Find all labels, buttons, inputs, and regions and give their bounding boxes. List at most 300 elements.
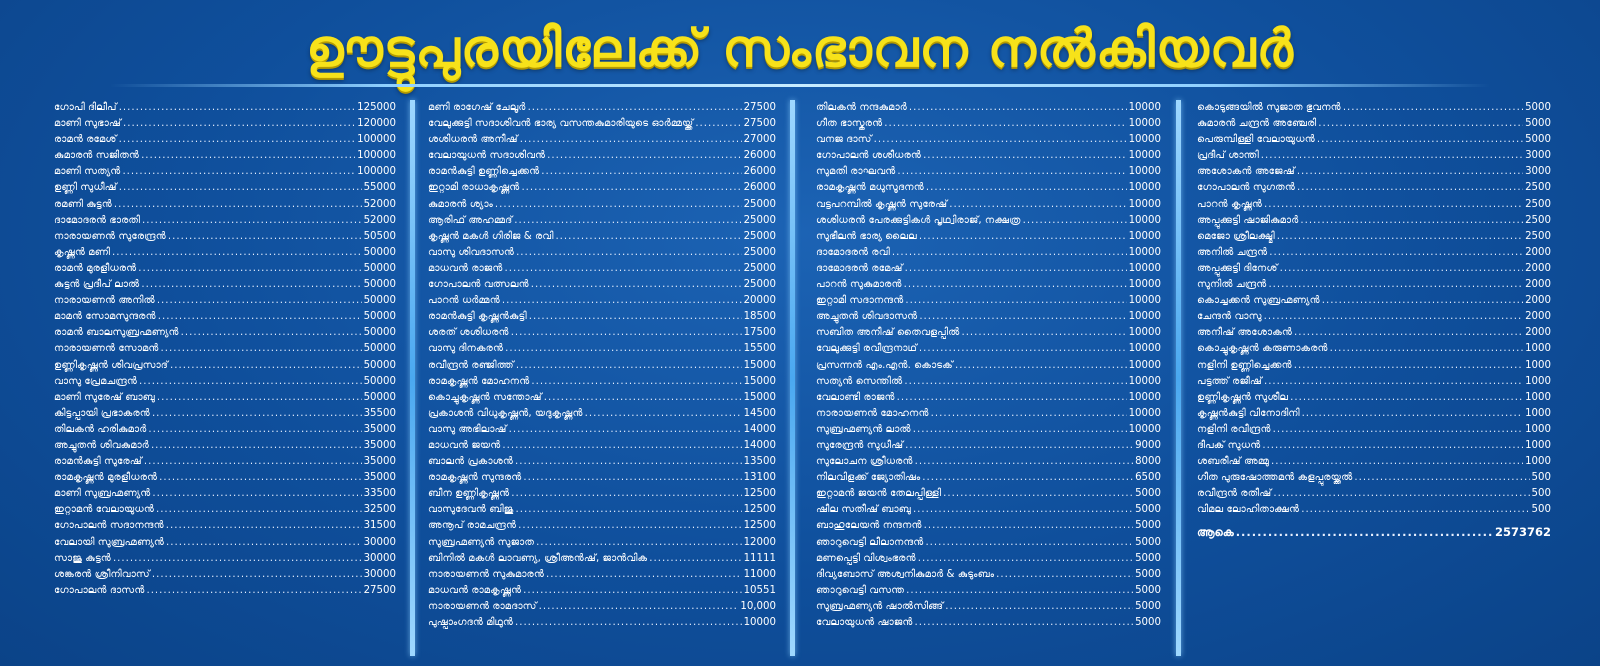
donor-row: [816, 148, 1161, 164]
donation-amount: 2000: [1525, 327, 1551, 339]
donation-amount: 10000: [1128, 134, 1161, 146]
donor-name: വേലായി സുബ്രഹ്മണ്യൻ: [54, 536, 165, 548]
donor-row: [54, 502, 396, 518]
leader-dots: [166, 535, 362, 551]
donation-amount: 26000: [743, 182, 776, 194]
column-separator: [790, 100, 795, 656]
leader-dots: [529, 309, 742, 325]
column-separator: [410, 100, 415, 656]
donor-name: നാരായണൻ അനിൽ: [54, 295, 155, 307]
donation-amount: 10000: [1128, 262, 1161, 274]
donor-name: വേലുക്കുട്ടി രവീന്ദ്രനാഥ്: [816, 343, 917, 355]
donor-name: പാറൻ കൃഷ്ണൻ: [1197, 198, 1262, 210]
donor-name: നാരായണൻ സുകുമാരൻ: [428, 568, 544, 580]
donor-row: [1197, 486, 1551, 502]
donation-amount: 1000: [1525, 439, 1551, 451]
donor-row: [816, 374, 1161, 390]
donor-name: ദാമോദരൻ രമേഷ്: [816, 262, 903, 274]
donation-amount: 30000: [363, 568, 396, 580]
donor-row: [816, 486, 1161, 502]
donor-name: വേലായുധൻ സദാശിവൻ: [428, 150, 546, 162]
donor-row: [428, 518, 776, 534]
donation-amount: 500: [1531, 488, 1551, 500]
donor-name: കൃഷ്ണൻകുട്ടി വിനോദിനി: [1197, 407, 1300, 419]
donor-name: രാമകൃഷ്ണൻ മോഹനൻ: [428, 375, 530, 387]
donor-row: [428, 599, 776, 615]
donation-amount: 12000: [743, 536, 776, 548]
donor-row: [54, 535, 396, 551]
leader-dots: [516, 502, 742, 518]
donation-amount: 10000: [1128, 182, 1161, 194]
donor-row: [816, 518, 1161, 534]
donation-amount: 25000: [743, 246, 776, 258]
donor-name: അശോകൻ അജേഷ്: [1197, 166, 1295, 178]
leader-dots: [1269, 245, 1523, 261]
donor-name: മണി രാഗേഷ് ചേലൂർ: [428, 102, 526, 113]
donation-amount: 50000: [363, 279, 396, 291]
donation-amount: 27500: [743, 118, 776, 130]
donor-name: അപ്പുക്കുട്ടി ഷാജികുമാർ: [1197, 214, 1299, 226]
donation-amount: 120000: [357, 118, 396, 130]
donor-row: [816, 261, 1161, 277]
donor-row: [1197, 293, 1551, 309]
donation-amount: 50000: [363, 375, 396, 387]
donation-amount: 50000: [363, 391, 396, 403]
donor-name: അനിൽ ചന്ദ്രൻ: [1197, 246, 1268, 258]
leader-dots: [516, 358, 742, 374]
donation-amount: 32500: [363, 504, 396, 516]
donor-name: മാധവൻ ജയൻ: [428, 439, 501, 451]
donor-row: [428, 406, 776, 422]
leader-dots: [138, 261, 361, 277]
donor-row: [1197, 502, 1551, 518]
donation-amount: 10000: [1128, 343, 1161, 355]
donation-amount: 14500: [743, 407, 776, 419]
donor-row: [1197, 309, 1551, 325]
donation-amount: 30000: [363, 536, 396, 548]
donor-row: [816, 358, 1161, 374]
donor-name: ഇറ്റാമി രാധാകൃഷ്ണൻ: [428, 182, 520, 194]
donor-name: മാണി സത്യൻ: [54, 166, 121, 178]
donor-row: [1197, 116, 1551, 132]
donor-name: കൃഷ്ണൻ മകൾ ഗിരിജ & രവി: [428, 230, 554, 242]
donor-row: [816, 164, 1161, 180]
donation-amount: 30000: [363, 552, 396, 564]
donation-amount: 2500: [1525, 214, 1551, 226]
donor-row: [54, 261, 396, 277]
donor-name: സബിത അനീഷ് തൈവളപ്പിൽ: [816, 327, 960, 339]
leader-dots: [892, 245, 1127, 261]
donor-name: രാമൻകുട്ടി സുരേഷ്: [54, 456, 142, 468]
donor-name: രമണി കുട്ടൻ: [54, 198, 112, 210]
donor-row: [1197, 164, 1551, 180]
donor-name: കൊച്ചുകൃഷ്ണൻ സന്തോഷ്: [428, 391, 542, 403]
donor-name: ഉണ്ണികൃഷ്ണൻ ശിവപ്രസാദ്: [54, 359, 169, 371]
leader-dots: [518, 518, 741, 534]
donor-name: രവീന്ദ്രൻ രതീഷ്: [1197, 488, 1272, 500]
donor-name: നാരായണൻ സുരേന്ദ്രൻ: [54, 230, 166, 242]
donor-name: ബീന ഉണ്ണികൃഷ്ണൻ: [428, 488, 510, 500]
leader-dots: [905, 261, 1127, 277]
leader-dots: [1317, 132, 1523, 148]
leader-dots: [141, 277, 361, 293]
donation-amount: 2000: [1525, 311, 1551, 323]
donor-row: [428, 454, 776, 470]
donor-row: [54, 486, 396, 502]
donation-amount: 25000: [743, 214, 776, 226]
donation-amount: 8000: [1135, 456, 1161, 468]
leader-dots: [122, 164, 355, 180]
donor-row: [816, 309, 1161, 325]
donor-name: ഇറ്റാമൻ ജയൻ തേലപ്പിള്ളി: [816, 488, 942, 500]
leader-dots: [157, 390, 362, 406]
donation-amount: 18500: [743, 311, 776, 323]
donation-amount: 10000: [1128, 359, 1161, 371]
donor-row: [428, 309, 776, 325]
donor-name: കൊടുങ്ങയിൽ സുജാത ഭുവനൻ: [1197, 102, 1341, 113]
leader-dots: [159, 470, 361, 486]
leader-dots: [904, 277, 1127, 293]
donation-amount: 125000: [357, 102, 396, 113]
donor-row: [428, 213, 776, 229]
donor-name: നിലവിളക്ക് ജ്യോതിഷം: [816, 472, 921, 484]
donor-row: [428, 470, 776, 486]
donor-row: [428, 422, 776, 438]
donation-amount: 15500: [743, 343, 776, 355]
leader-dots: [114, 197, 362, 213]
donor-row: [54, 213, 396, 229]
donation-amount: 12500: [743, 520, 776, 532]
donor-row: [428, 325, 776, 341]
donor-name: ഗോപാലൻ ശശീധരൻ: [816, 150, 922, 162]
donation-amount: 5000: [1135, 504, 1161, 516]
donor-row: [1197, 390, 1551, 406]
donation-amount: 10000: [1128, 423, 1161, 435]
leader-dots: [918, 551, 1133, 567]
donation-amount: 10000: [1128, 166, 1161, 178]
donation-amount: 10000: [1128, 198, 1161, 210]
donor-name: കുമാരൻ ശ്യാം: [428, 198, 493, 210]
donor-row: [428, 229, 776, 245]
donor-name: തിലകൻ നന്ദകുമാർ: [816, 102, 907, 113]
donor-name: ഞാറുവെട്ടി ലീലാനന്ദൻ: [816, 536, 924, 548]
leader-dots: [909, 100, 1127, 116]
donor-row: [428, 100, 776, 116]
donor-name: സാജു കുട്ടൻ: [54, 552, 111, 564]
leader-dots: [151, 438, 362, 454]
leader-dots: [1268, 277, 1523, 293]
donation-amount: 5000: [1135, 520, 1161, 532]
leader-dots: [511, 486, 741, 502]
donation-amount: 3000: [1525, 150, 1551, 162]
donor-name: ഗോപാലൻ സദാനന്ദൻ: [54, 520, 164, 532]
leader-dots: [520, 132, 742, 148]
donation-amount: 25000: [743, 262, 776, 274]
leader-dots: [1264, 197, 1523, 213]
donor-name: നളിനി ഉണ്ണിച്ചെക്കൻ: [1197, 359, 1292, 371]
donation-amount: 50000: [363, 262, 396, 274]
leader-dots: [1301, 502, 1529, 518]
donor-row: [1197, 454, 1551, 470]
donation-amount: 10000: [1128, 150, 1161, 162]
leader-dots: [502, 293, 742, 309]
donation-amount: 100000: [357, 150, 396, 162]
donor-name: ഗോപി ദിലീപ്: [54, 102, 117, 113]
donor-name: ഗീത പുരുഷോത്തമൻ കളപ്പുരയ്ക്കൽ: [1197, 472, 1353, 484]
donation-amount: 35000: [363, 423, 396, 435]
donor-name: ശങ്കരൻ ശ്രീനിവാസ്: [54, 568, 150, 580]
donation-amount: 5000: [1135, 488, 1161, 500]
donor-name: ദാമോദരൻ ഭാരതി: [54, 214, 140, 226]
donor-row: [54, 374, 396, 390]
leader-dots: [996, 567, 1133, 583]
donor-row: [816, 100, 1161, 116]
donation-amount: 55000: [363, 182, 396, 194]
donor-name: വട്ടപറമ്പിൽ കൃഷ്ണൻ സുരേഷ്: [816, 198, 948, 210]
donor-row: [1197, 358, 1551, 374]
donor-row: [1197, 325, 1551, 341]
donor-name: രാമകൃഷ്ണൻ സുന്ദരൻ: [428, 472, 522, 484]
donor-row: [816, 245, 1161, 261]
leader-dots: [544, 390, 742, 406]
donor-row: [54, 132, 396, 148]
leader-dots: [1290, 390, 1523, 406]
leader-dots: [523, 583, 741, 599]
donor-name: പ്രദീപ് ശാന്തി: [1197, 150, 1259, 162]
donation-amount: 14000: [743, 439, 776, 451]
donor-row: [54, 470, 396, 486]
donor-name: ഷീല സതീഷ് ബാബു: [816, 504, 911, 516]
donation-amount: 2000: [1525, 262, 1551, 274]
donation-amount: 25000: [743, 279, 776, 291]
leader-dots: [495, 197, 742, 213]
donor-name: കുമാരൻ സജിതൻ: [54, 150, 140, 162]
donation-amount: 1000: [1525, 375, 1551, 387]
leader-dots: [156, 502, 362, 518]
donor-row: [428, 390, 776, 406]
donor-name: ഇറ്റാമൻ വേലായുധൻ: [54, 504, 154, 516]
leader-dots: [1273, 486, 1529, 502]
donor-row: [816, 325, 1161, 341]
donor-name: അനൂപ് രാമചന്ദ്രൻ: [428, 520, 517, 532]
leader-dots: [1261, 148, 1523, 164]
donor-row: [428, 615, 776, 631]
donor-name: അപ്പുക്കുട്ടി ദിനേശ്: [1197, 262, 1278, 274]
donor-name: മെജോ ശ്രീലക്ഷ്മി: [1197, 230, 1275, 242]
donor-row: [428, 438, 776, 454]
donor-name: സുലോചന ശ്രീധരൻ: [816, 456, 913, 468]
leader-dots: [961, 325, 1126, 341]
donation-amount: 1000: [1525, 359, 1551, 371]
leader-dots: [1264, 309, 1523, 325]
donation-amount: 10000: [1128, 118, 1161, 130]
donor-row: [54, 551, 396, 567]
donor-row: [1197, 374, 1551, 390]
donor-row: [1197, 277, 1551, 293]
donor-row: [428, 567, 776, 583]
donor-name: വേലാണ്ടി രാജൻ: [816, 391, 895, 403]
donor-name: ഇറ്റാമി സദാനന്ദൻ: [816, 295, 904, 307]
leader-dots: [897, 390, 1127, 406]
donor-name: രവീന്ദ്രൻ രഞ്ജിത്ത്: [428, 359, 514, 371]
title-underline: [110, 84, 1490, 87]
donor-name: മാമൻ സോമസുന്ദരൻ: [54, 311, 156, 323]
donor-row: [428, 116, 776, 132]
donation-amount: 1000: [1525, 391, 1551, 403]
donation-amount: 15000: [743, 375, 776, 387]
donation-amount: 27500: [743, 102, 776, 113]
donor-name: കിട്ടപ്പായി പ്രഭാകരൻ: [54, 407, 150, 419]
leader-dots: [505, 341, 741, 357]
donor-name: സുരേന്ദ്രൻ സുധീഷ്: [816, 439, 904, 451]
donor-row: [54, 229, 396, 245]
donation-amount: 11111: [743, 552, 776, 564]
leader-dots: [945, 599, 1133, 615]
donation-amount: 50500: [363, 230, 396, 242]
donor-row: [428, 583, 776, 599]
leader-dots: [546, 567, 742, 583]
leader-dots: [531, 374, 741, 390]
leader-dots: [146, 583, 361, 599]
donor-row: [816, 277, 1161, 293]
donor-row: [816, 470, 1161, 486]
leader-dots: [152, 486, 361, 502]
donor-row: [816, 583, 1161, 599]
leader-dots: [170, 358, 362, 374]
donor-row: [428, 277, 776, 293]
leader-dots: [161, 341, 362, 357]
leader-dots: [1302, 406, 1524, 422]
leader-dots: [1343, 100, 1523, 116]
leader-dots: [119, 132, 356, 148]
donor-name: ഞാറുവെട്ടി വസന്ത: [816, 584, 905, 596]
leader-dots: [123, 116, 355, 132]
donor-row: [1197, 197, 1551, 213]
leader-dots: [931, 406, 1127, 422]
donor-row: [428, 293, 776, 309]
donor-row: [54, 148, 396, 164]
donation-amount: 50000: [363, 343, 396, 355]
donor-name: മാണി സുരേഷ് ബാബു: [54, 391, 155, 403]
donor-name: ഗോപാലൻ ദാസൻ: [54, 584, 145, 596]
donor-name: വിമല ലോഹിതാക്ഷൻ: [1197, 504, 1300, 516]
leader-dots: [1297, 180, 1523, 196]
donor-row: [816, 535, 1161, 551]
donation-amount: 12500: [743, 504, 776, 516]
donation-amount: 10000: [1128, 246, 1161, 258]
leader-dots: [884, 116, 1126, 132]
donation-amount: 500: [1531, 472, 1551, 484]
leader-dots: [913, 422, 1127, 438]
donor-row: [54, 567, 396, 583]
leader-dots: [152, 567, 362, 583]
donation-amount: 14000: [743, 423, 776, 435]
leader-dots: [113, 551, 362, 567]
leader-dots: [906, 583, 1133, 599]
donation-amount: 2500: [1525, 198, 1551, 210]
donor-name: വാസു ശിവദാസൻ: [428, 246, 515, 258]
donor-row: [54, 358, 396, 374]
donor-name: ശശിധരൻ അനീഷ്: [428, 134, 518, 146]
donor-row: [1197, 261, 1551, 277]
donor-name: അനീഷ് അശോകൻ: [1197, 327, 1293, 339]
donor-name: ബാഹുലേയൻ നന്ദനൻ: [816, 520, 922, 532]
donation-amount: 50000: [363, 359, 396, 371]
donor-row: [428, 164, 776, 180]
donor-name: മാധവൻ രാമകൃഷ്ണൻ: [428, 584, 522, 596]
donor-name: വേലായുധൻ ഷാജൻ: [816, 617, 913, 628]
donor-row: [816, 502, 1161, 518]
donor-name: നാരായണൻ രാമദാസ്: [428, 600, 537, 612]
donor-name: ബിനിൽ മകൾ ലാവണ്യ, ശ്രീഅൻഷ്, ജാൻവിക: [428, 552, 648, 564]
leader-dots: [509, 422, 742, 438]
donation-amount: 5000: [1135, 568, 1161, 580]
leader-dots: [144, 454, 362, 470]
donation-amount: 10000: [1128, 375, 1161, 387]
donor-name: നാരായണൻ മോഹനൻ: [816, 407, 929, 419]
donor-name: രാമൻ ബാലസുബ്രഹ്മണ്യൻ: [54, 327, 179, 339]
donor-name: തിലകൻ ഹരികുമാർ: [54, 423, 147, 435]
donor-name: നളിനി രവീന്ദ്രൻ: [1197, 423, 1271, 435]
leader-dots: [1280, 261, 1523, 277]
leader-dots: [141, 148, 355, 164]
donation-amount: 13100: [743, 472, 776, 484]
donor-row: [816, 615, 1161, 631]
donation-amount: 52000: [363, 214, 396, 226]
donation-amount: 2000: [1525, 246, 1551, 258]
donation-amount: 27000: [743, 134, 776, 146]
donor-name: ദാമോദരൻ രവി: [816, 246, 890, 258]
leader-dots: [897, 164, 1126, 180]
page-title: ഊട്ടുപുരയിലേക്ക് സംഭാവന നൽകിയവർ: [306, 19, 1294, 79]
donor-row: [428, 358, 776, 374]
leader-dots: [514, 213, 741, 229]
donor-name: രാമൻ രമേശ്: [54, 134, 117, 146]
donor-name: പാറൻ ധർമ്മൻ: [428, 295, 500, 307]
donor-column-2: [428, 100, 776, 656]
donation-amount: 13500: [743, 456, 776, 468]
donation-amount: 26000: [743, 166, 776, 178]
donor-row: [428, 502, 776, 518]
leader-dots: [1322, 293, 1523, 309]
donor-row: [1197, 148, 1551, 164]
leader-dots: [142, 213, 362, 229]
donation-amount: 10000: [1128, 311, 1161, 323]
total-label: ആകെ: [1197, 525, 1234, 540]
leader-dots: [919, 229, 1127, 245]
donor-row: [54, 518, 396, 534]
donor-row: [816, 454, 1161, 470]
donor-row: [1197, 422, 1551, 438]
donor-row: [816, 197, 1161, 213]
total-amount: 2573762: [1494, 525, 1551, 540]
donation-amount: 10000: [1128, 279, 1161, 291]
donor-row: [816, 406, 1161, 422]
donor-row: [54, 197, 396, 213]
leader-dots: [181, 325, 362, 341]
leader-dots: [943, 486, 1133, 502]
donor-row: [54, 245, 396, 261]
donor-name: വേലുക്കുട്ടി സദാശിവൻ ഭാര്യ വസന്തകുമാരിയുടെ ഓർമ്മയ്ക്ക്: [428, 118, 694, 130]
leader-dots: [695, 116, 741, 132]
donation-amount: 5000: [1525, 134, 1551, 146]
donation-amount: 35000: [363, 472, 396, 484]
donor-name: ഗോപാലൻ സുഗതൻ: [1197, 182, 1295, 194]
donor-row: [816, 422, 1161, 438]
donation-amount: 12500: [743, 488, 776, 500]
total-row: [1197, 524, 1551, 540]
donation-amount: 15000: [743, 359, 776, 371]
